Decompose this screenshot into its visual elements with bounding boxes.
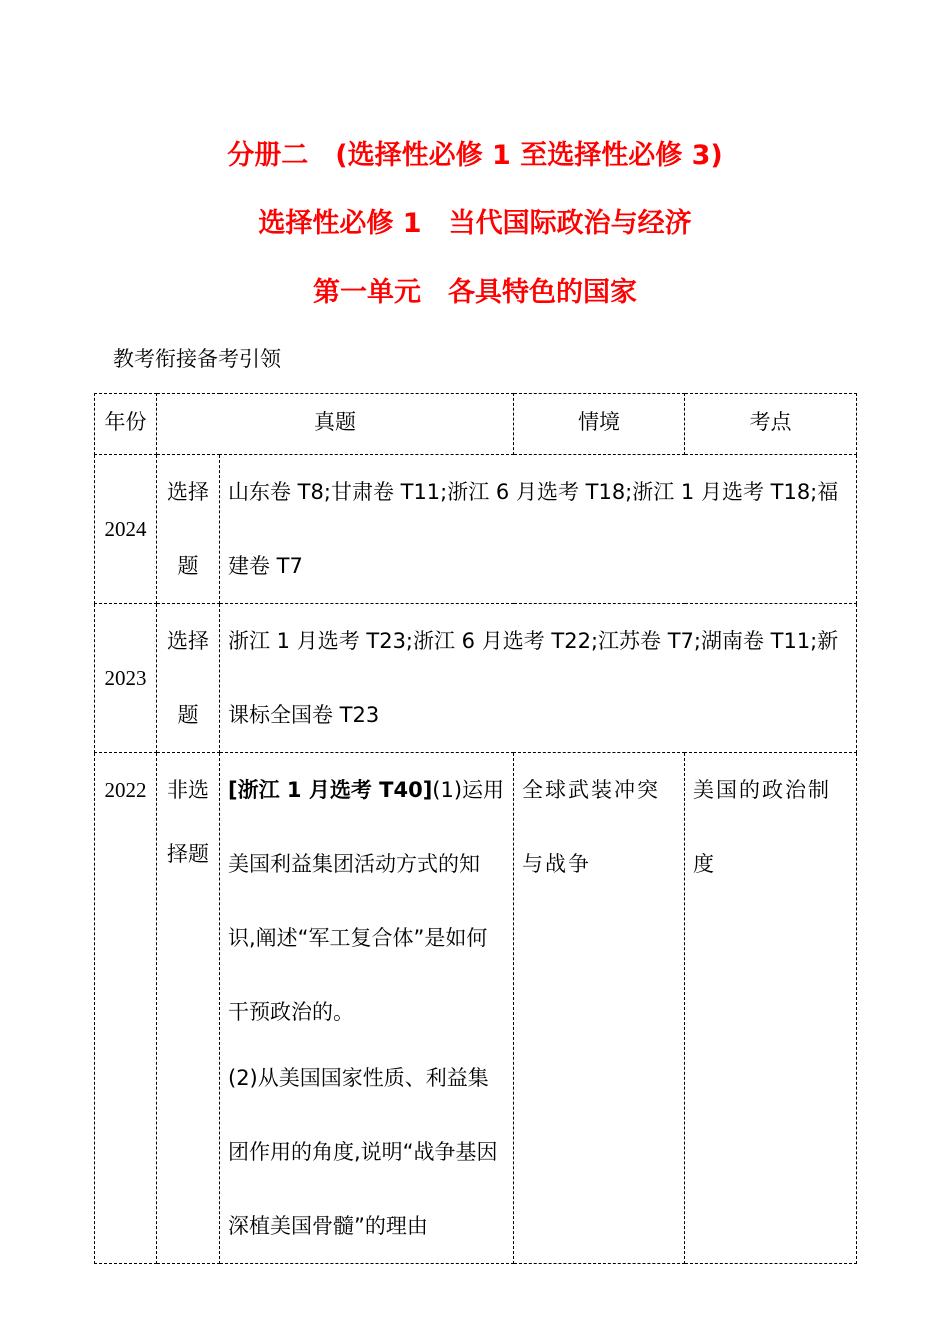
table-header-row [95,394,857,455]
section-intro: 教考衔接备考引领 [113,347,281,371]
header-point: 考点 [685,394,857,455]
title-unit: 第一单元 各具特色的国家 [313,277,637,308]
title-volume: 分册二 (选择性必修 1 至选择性必修 3) [227,140,723,171]
exam-table [94,393,857,1264]
content-cell: 浙江 1 月选考 T23;浙江 6 月选考 T22;江苏卷 T7;湖南卷 T11;新课标全国卷 T23 [220,604,857,753]
type-cell: 选择题 [157,455,220,604]
question-part-1: (1)运用美国利益集团活动方式的知识,阐述“军工复合体”是如何干预政治的。 [228,778,505,1024]
situation-cell: 全球武装冲突与战争 [514,753,685,1264]
type-cell: 非选择题 [157,753,220,1264]
point-cell: 美国的政治制度 [685,753,857,1264]
year-cell: 2022 [95,753,157,1264]
year-cell: 2023 [95,604,157,753]
type-cell: 选择题 [157,604,220,753]
question-source: [浙江 1 月选考 T40] [228,778,433,802]
header-question: 真题 [157,394,514,455]
content-cell: 山东卷 T8;甘肃卷 T11;浙江 6 月选考 T18;浙江 1 月选考 T18;福建卷 T7 [220,455,857,604]
question-cell [220,753,514,1264]
table-row [95,604,857,753]
table-row [95,455,857,604]
header-situation: 情境 [514,394,685,455]
question-part-2: (2)从美国国家性质、利益集团作用的角度,说明“战争基因深植美国骨髓”的理由 [228,1066,498,1238]
title-module: 选择性必修 1 当代国际政治与经济 [258,208,692,239]
header-year: 年份 [95,394,157,455]
year-cell: 2024 [95,455,157,604]
table-row [95,753,857,1264]
